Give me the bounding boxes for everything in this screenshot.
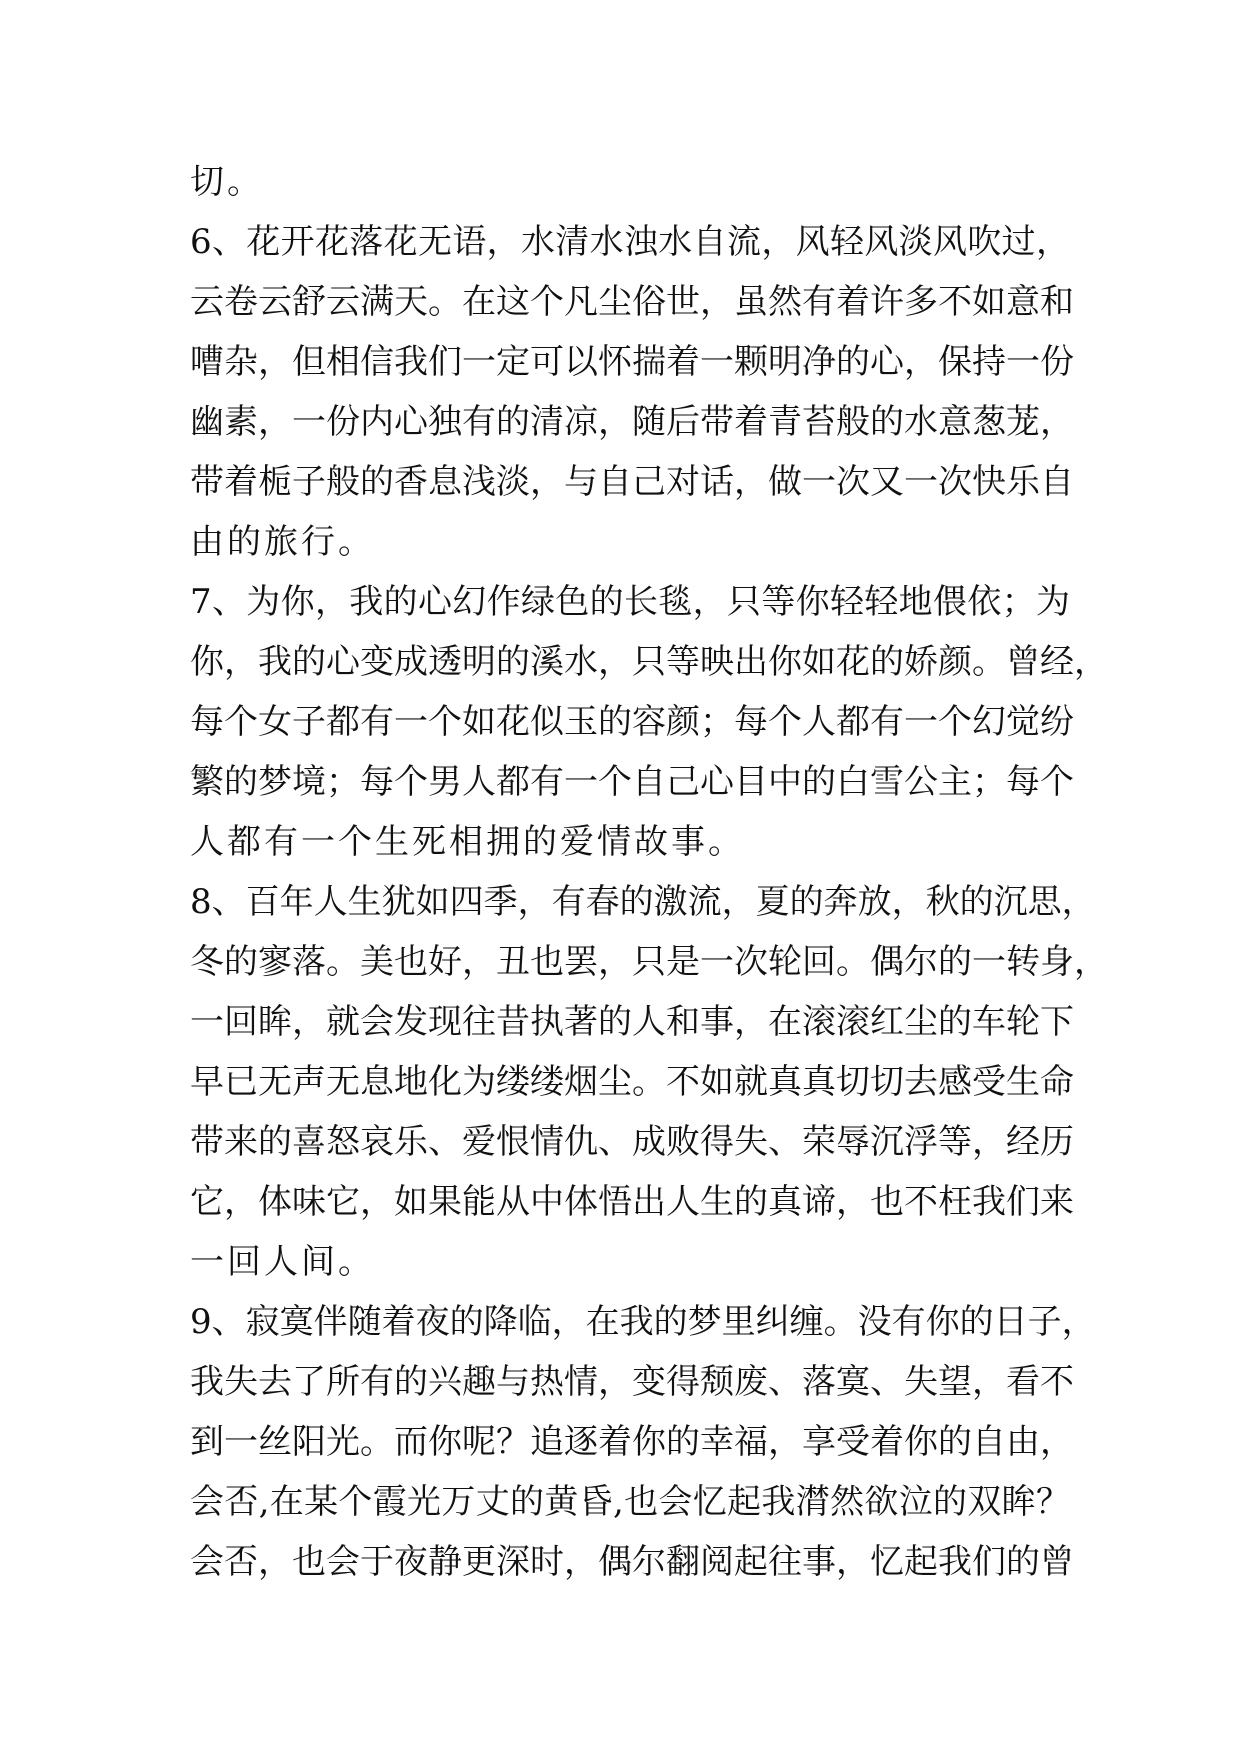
text-line: 到一丝阳光。而你呢？追逐着你的幸福，享受着你的自由， [190, 1422, 1074, 1462]
text-line: 切。 [190, 162, 264, 202]
text-line: 8、百年人生犹如四季，有春的激流，夏的奔放，秋的沉思， [190, 882, 1096, 922]
text-line: 冬的寥落。美也好，丑也罢，只是一次轮回。偶尔的一转身， [190, 942, 1108, 982]
text-line: 由的旅行。 [190, 522, 375, 562]
text-line: 带来的喜怒哀乐、爱恨情仇、成败得失、荣辱沉浮等，经历 [190, 1122, 1074, 1162]
text-line: 每个女子都有一个如花似玉的容颜；每个人都有一个幻觉纷 [190, 702, 1074, 742]
text-line: 繁的梦境；每个男人都有一个自己心目中的白雪公主；每个 [190, 762, 1074, 802]
text-line: 一回眸，就会发现往昔执著的人和事，在滚滚红尘的车轮下 [190, 1002, 1074, 1042]
text-line: 带着栀子般的香息浅淡，与自己对话，做一次又一次快乐自 [190, 462, 1074, 502]
body-text [190, 152, 1108, 1592]
text-line: 6、花开花落花无语，水清水浊水自流，风轻风淡风吹过， [190, 222, 1070, 262]
text-line: 幽素，一份内心独有的清凉，随后带着青苔般的水意葱茏， [190, 402, 1074, 442]
text-line: 我失去了所有的兴趣与热情，变得颓废、落寞、失望，看不 [190, 1362, 1074, 1402]
text-line: 云卷云舒云满天。在这个凡尘俗世，虽然有着许多不如意和 [190, 282, 1074, 322]
text-line: 会否，也会于夜静更深时，偶尔翻阅起往事，忆起我们的曾 [190, 1542, 1074, 1582]
text-line: 一回人间。 [190, 1242, 375, 1282]
text-line: 嘈杂，但相信我们一定可以怀揣着一颗明净的心，保持一份 [190, 342, 1074, 382]
text-line: 你，我的心变成透明的溪水，只等映出你如花的娇颜。曾经， [190, 642, 1108, 682]
text-line: 早已无声无息地化为缕缕烟尘。不如就真真切切去感受生命 [190, 1062, 1074, 1102]
text-line: 会否,在某个霞光万丈的黄昏,也会忆起我潸然欲泣的双眸？ [190, 1482, 1070, 1522]
text-line: 7、为你，我的心幻作绿色的长毯，只等你轻轻地偎依；为 [190, 582, 1070, 622]
text-line: 人都有一个生死相拥的爱情故事。 [190, 822, 745, 862]
text-line: 它，体味它，如果能从中体悟出人生的真谛，也不枉我们来 [190, 1182, 1074, 1222]
text-line: 9、寂寞伴随着夜的降临，在我的梦里纠缠。没有你的日子， [190, 1302, 1096, 1342]
